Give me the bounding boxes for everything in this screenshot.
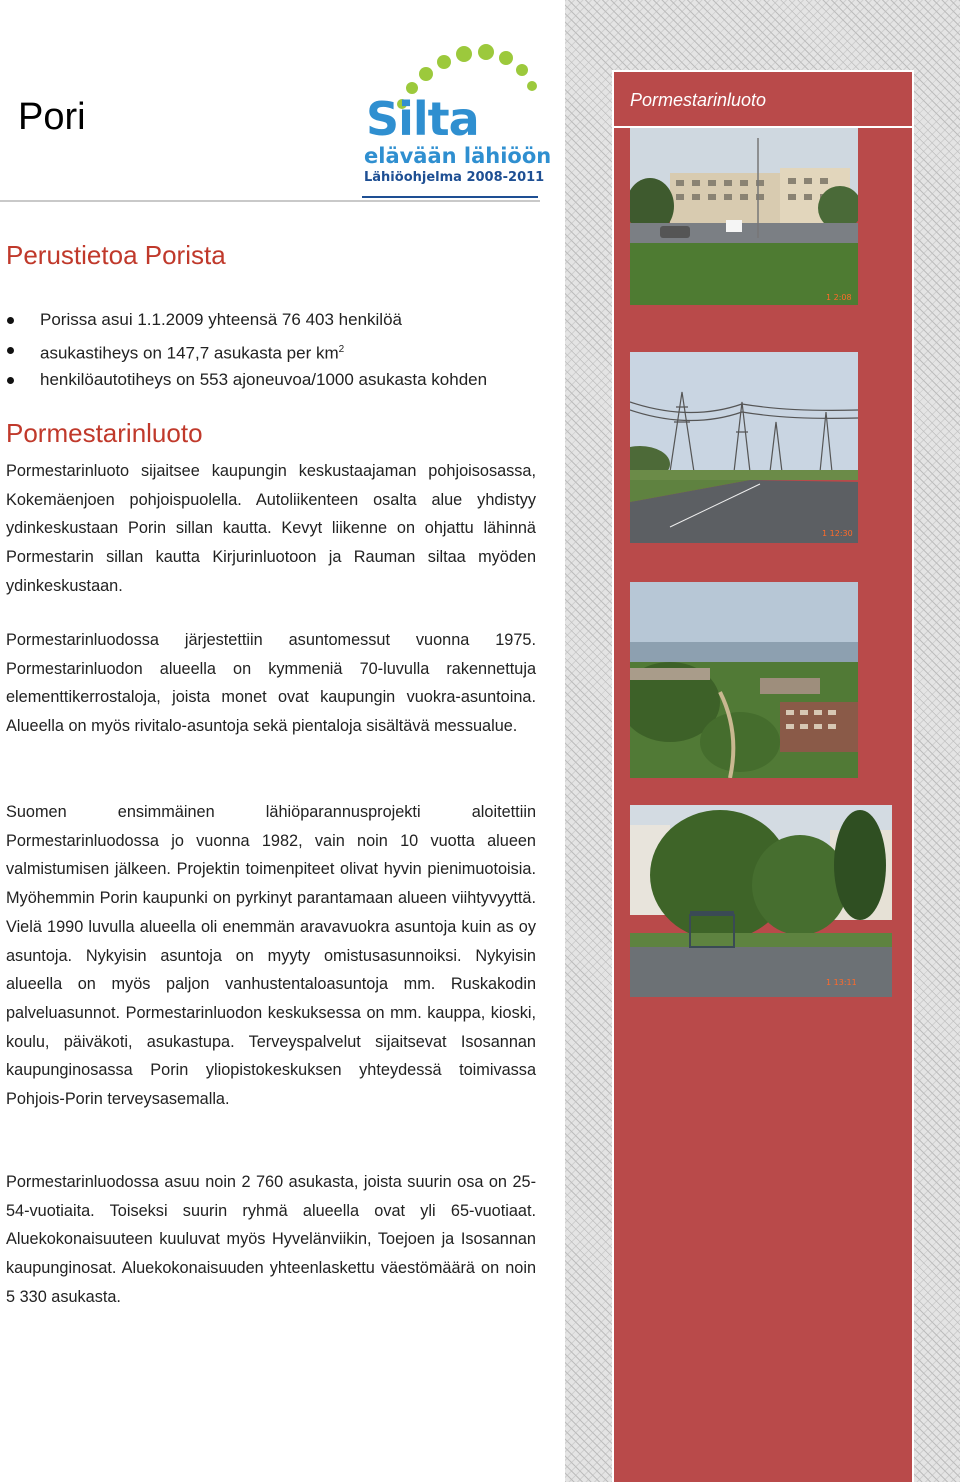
photo-bus-stop <box>630 805 892 997</box>
sidebar-title: Pormestarinluoto <box>630 90 767 110</box>
facts-list <box>0 305 487 395</box>
svg-text:1 12:30: 1 12:30 <box>822 529 853 538</box>
paragraph: Suomen ensimmäinen lähiöparannusprojekti aloitettiin Pormestarinluodossa jo vuonna 1982, vain noin 10 vuotta alueen valmistumisen jälkeen. Projektin toimenpiteet olivat hyvin pienimuotoisia. Myöhemmin Porin kaupunki on pyrkinyt parantamaan alueen viihtyvyyttä. Vielä 1990 luvulla alueella oli enemmän aravavuokra asuntoja kuin as oy asuntoja. Nykyisin asuntoja on myyty omistusasunnoiksi. Nykyisin alueella on myös paljon vanhustentaloasuntoja mm. Ruskakodin palveluasunnot. Pormestarinluodon keskuksessa on mm. kauppa, kioski, koulu, päiväkoti, asukastupa. Terveyspalvelut sijaitsevat Isosannan kaupunginosassa Porin yliopistokeskuksen yhteydessä toimivassa Pohjois-Porin terveysasemalla. <box>6 803 536 1109</box>
fact-item <box>0 365 487 395</box>
fact-text: Porissa asui 1.1.2009 yhteensä 76 403 henkilöä <box>40 310 402 329</box>
logo-program: Lähiöohjelma 2008-2011 <box>364 170 545 185</box>
section-title-basics: Perustietoa Porista <box>6 240 226 270</box>
fact-text: henkilöautotiheys on 553 ajoneuvoa/1000 asukasta kohden <box>40 370 488 389</box>
fact-item <box>0 335 487 365</box>
photo-road <box>630 352 858 543</box>
photo-aerial <box>630 582 858 778</box>
paragraph: Pormestarinluoto sijaitsee kaupungin keskustaajaman pohjoisosassa, Kokemäenjoen pohjoispuolella. Autoliikenteen osalta alue yhdistyy ydinkeskustaan Porin sillan kautta. Kevyt liikenne on ohjattu lähinnä Pormestarin sillan kautta Kirjurinluotoon ja Rauman siltaa myöden ydinkeskustaan. <box>6 462 536 595</box>
logo-tagline: elävään lähiöön <box>364 144 552 168</box>
svg-text:1 13:11: 1 13:11 <box>826 978 857 987</box>
page-title: Pori <box>18 96 86 138</box>
paragraph: Pormestarinluodossa järjestettiin asuntomessut vuonna 1975. Pormestarinluodon alueella on kymmeniä 70-luvulla rakennettuja elementtikerrostaloja, joista monet ovat kaupungin vuokra-asuntoina. Alueella on myös rivitalo-asuntoja sekä pientaloja sisältävä messualue. <box>6 631 536 736</box>
header-divider <box>0 200 540 202</box>
section-title-area: Pormestarinluoto <box>6 418 203 448</box>
fact-superscript: 2 <box>338 344 345 355</box>
fact-item <box>0 305 487 335</box>
svg-text:1 2:08: 1 2:08 <box>826 293 852 302</box>
logo-underline <box>362 196 538 198</box>
silta-logo <box>362 40 552 205</box>
photo-apartments <box>630 128 858 305</box>
logo-wordmark: Silta <box>366 92 479 146</box>
sidebar-header <box>612 70 914 128</box>
paragraph: Pormestarinluodossa asuu noin 2 760 asukasta, joista suurin osa on 25-54-vuotiaita. Toiseksi suurin ryhmä alueella ovat yli 65-vuotiaat. Aluekokonaisuuteen kuuluvat myös Hyvelänviikin, Toejoen ja Isosannan kaupunginosat. Aluekokonaisuuden yhteenlaskettu väestömäärä on noin 5 330 asukasta. <box>6 1173 536 1306</box>
fact-text: asukastiheys on 147,7 asukasta per km <box>40 343 339 363</box>
